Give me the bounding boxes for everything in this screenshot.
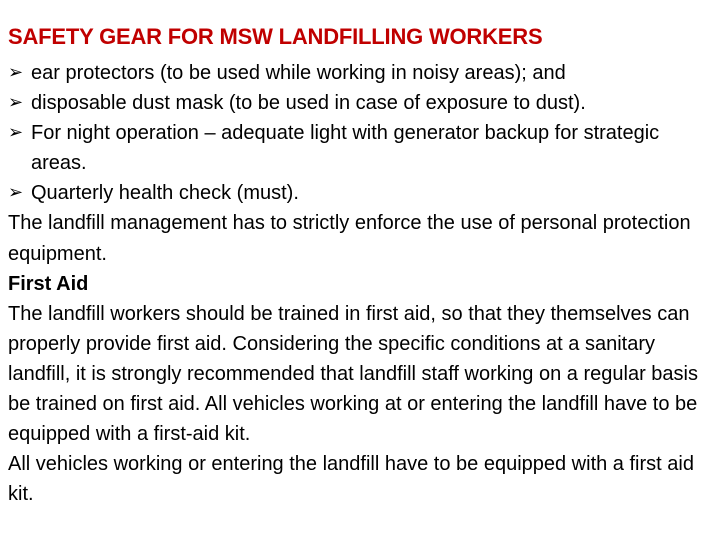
bullet-text: Quarterly health check (must). — [31, 182, 299, 205]
bullet-item-ear-protectors — [8, 58, 713, 88]
paragraph-vehicles-kit: All vehicles working or entering the landfill have to be equipped with a first aid kit. — [8, 453, 694, 506]
arrowhead-bullet-icon: ➢ — [8, 92, 24, 114]
bullet-item-night-operation — [8, 118, 713, 178]
slide-title: SAFETY GEAR FOR MSW LANDFILLING WORKERS — [8, 24, 543, 49]
arrowhead-bullet-icon: ➢ — [8, 62, 24, 83]
bullet-text: For night operation – adequate light with generator backup for strategic areas. — [31, 122, 660, 175]
paragraph-enforce-ppe: The landfill management has to strictly enforce the use of personal protection equipment. — [8, 212, 691, 265]
arrowhead-bullet-icon: ➢ — [8, 122, 24, 144]
paragraph-first-aid: The landfill workers should be trained in first aid, so that they themselves can properly provide first aid. Considering the specific conditions at a sanitary landfill, it is strongly recommended that landfill staff working on a regular basis be trained on first aid. All vehicles working at or entering the landfill have to be equipped with a first-aid kit. — [8, 302, 698, 446]
bullet-item-dust-mask — [8, 88, 713, 118]
first-aid-heading: First Aid — [8, 272, 89, 295]
arrowhead-bullet-icon: ➢ — [8, 182, 24, 204]
slide-body — [8, 58, 713, 509]
bullet-item-health-check — [8, 178, 713, 208]
bullet-text: disposable dust mask (to be used in case of exposure to dust). — [31, 92, 586, 115]
bullet-text: ear protectors (to be used while working in noisy areas); and — [31, 62, 566, 84]
